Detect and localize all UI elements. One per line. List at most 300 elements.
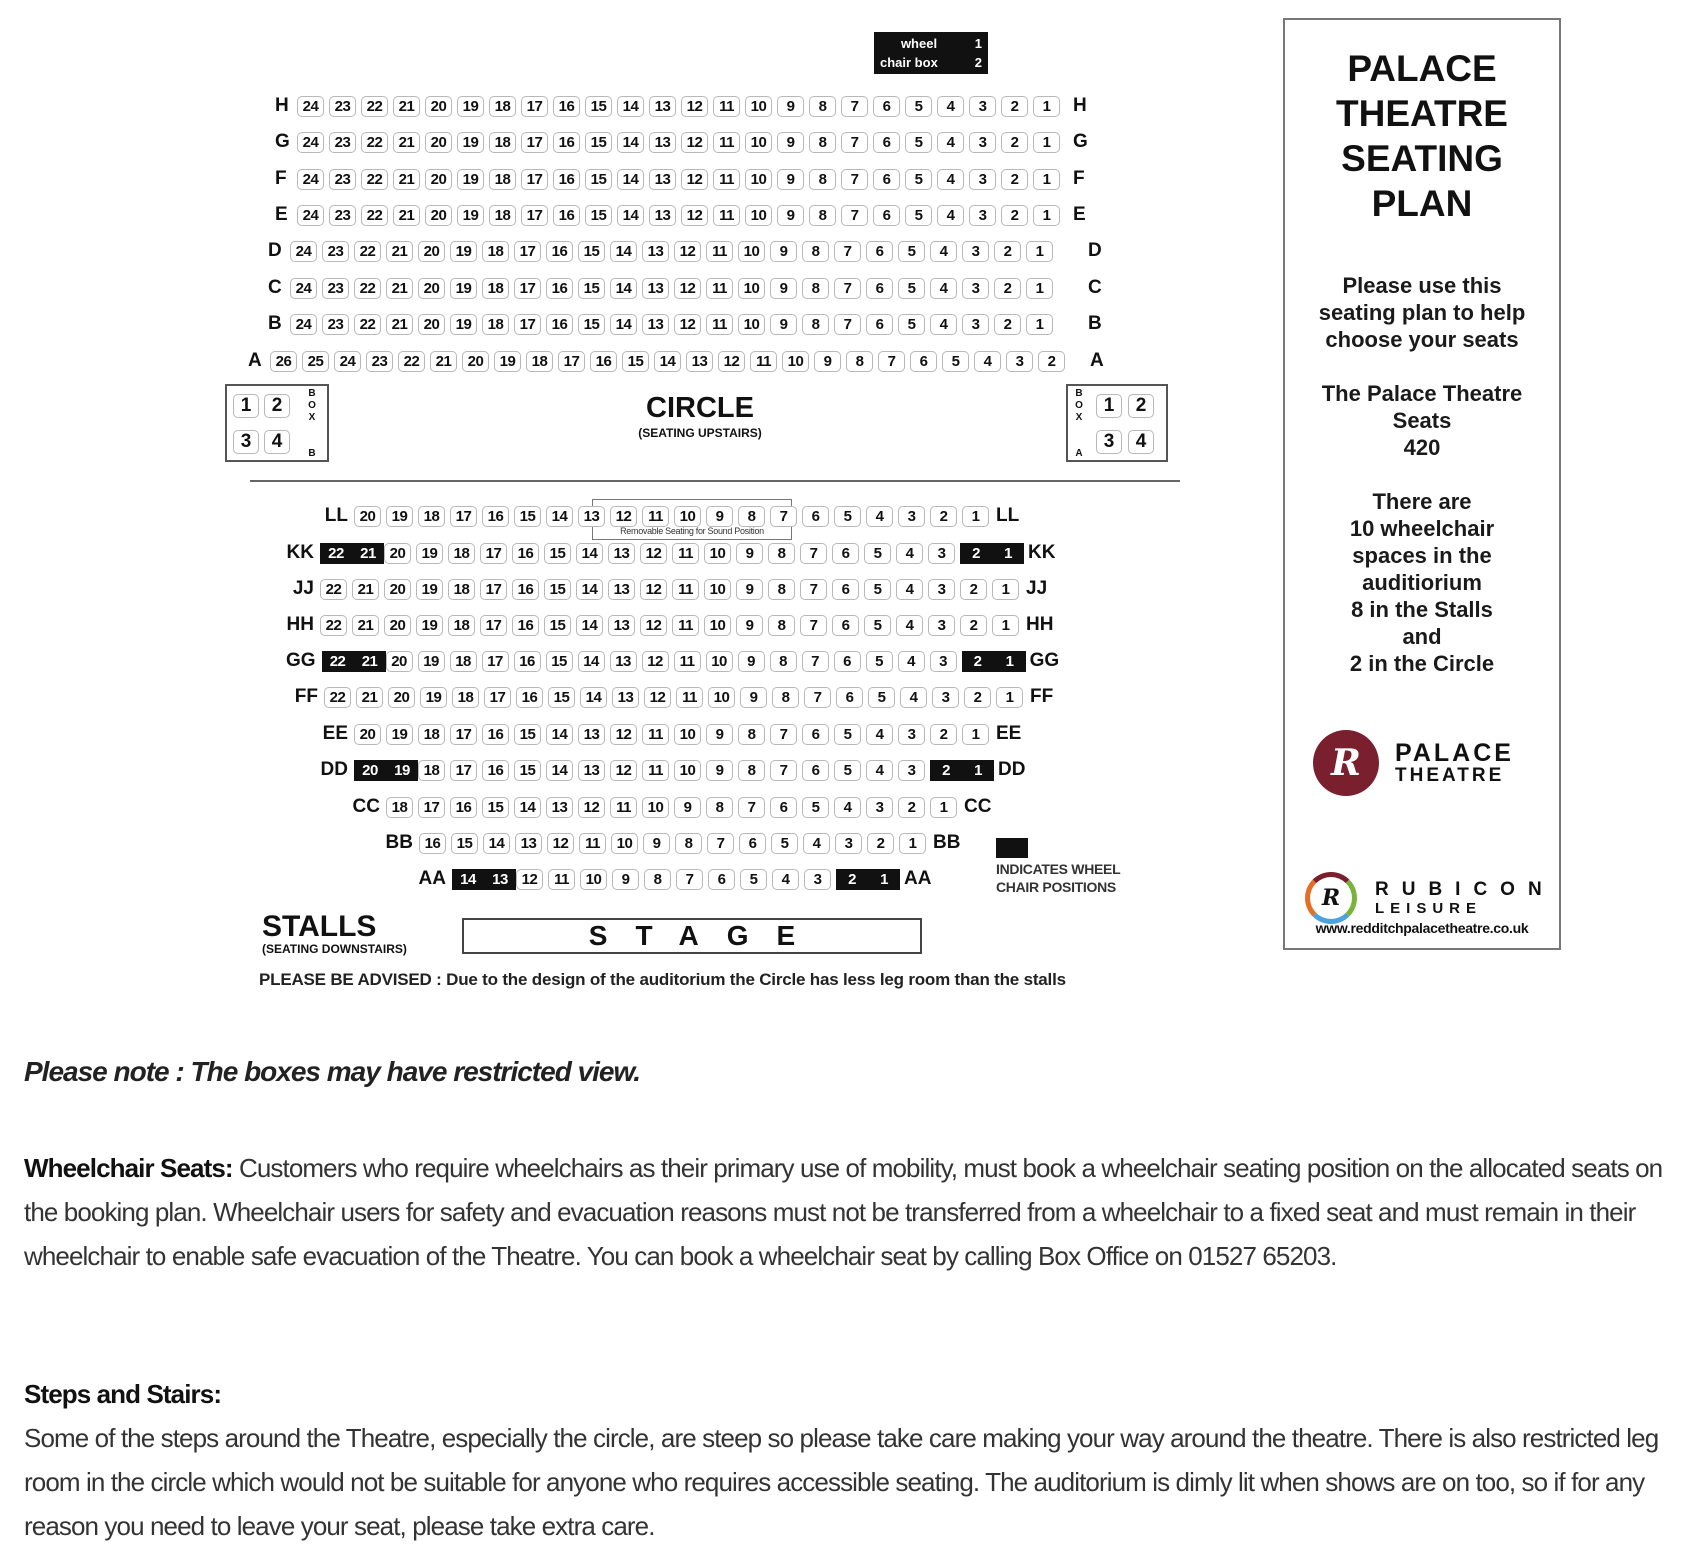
seat[interactable]: 9 <box>770 241 797 262</box>
seat[interactable]: 10 <box>745 132 772 153</box>
seat[interactable]: 9 <box>777 205 804 226</box>
seat[interactable]: 15 <box>514 760 541 781</box>
seat[interactable]: 5 <box>864 543 891 564</box>
seat[interactable]: 22 <box>354 314 381 335</box>
seat[interactable]: 3 <box>233 430 259 454</box>
seat[interactable]: 7 <box>834 241 861 262</box>
seat[interactable]: 10 <box>745 169 772 190</box>
seat[interactable]: 19 <box>416 543 443 564</box>
seat[interactable]: 23 <box>329 132 356 153</box>
seat[interactable]: 18 <box>489 169 516 190</box>
seat[interactable]: 18 <box>448 615 475 636</box>
seat[interactable]: 14 <box>617 205 644 226</box>
seat[interactable]: 15 <box>482 797 509 818</box>
seat[interactable]: 18 <box>418 760 445 781</box>
seat[interactable]: 6 <box>873 169 900 190</box>
seat[interactable]: 16 <box>482 506 509 527</box>
seat[interactable]: 13 <box>649 96 676 117</box>
wheelchair-seat[interactable]: 1 <box>868 869 900 890</box>
seat[interactable]: 17 <box>480 615 507 636</box>
seat[interactable]: 9 <box>706 506 733 527</box>
seat[interactable]: 26 <box>270 351 297 372</box>
seat[interactable]: 19 <box>418 651 445 672</box>
seat[interactable]: 11 <box>672 615 699 636</box>
seat[interactable]: 10 <box>704 615 731 636</box>
seat[interactable]: 6 <box>770 797 797 818</box>
seat[interactable]: 8 <box>772 687 799 708</box>
seat[interactable]: 12 <box>640 615 667 636</box>
seat[interactable]: 13 <box>546 797 573 818</box>
seat[interactable]: 12 <box>642 651 669 672</box>
seat[interactable]: 11 <box>642 506 669 527</box>
seat[interactable]: 8 <box>802 278 829 299</box>
seat[interactable]: 13 <box>686 351 713 372</box>
seat[interactable]: 10 <box>611 833 638 854</box>
seat[interactable]: 7 <box>800 543 827 564</box>
seat[interactable]: 4 <box>772 869 799 890</box>
seat[interactable]: 14 <box>483 833 510 854</box>
wheelchair-seat[interactable]: 2 <box>960 543 992 564</box>
seat[interactable]: 1 <box>992 615 1019 636</box>
wheelchair-seat[interactable]: 2 <box>930 760 962 781</box>
seat[interactable]: 16 <box>590 351 617 372</box>
seat[interactable]: 11 <box>642 724 669 745</box>
seat[interactable]: 8 <box>809 132 836 153</box>
seat[interactable]: 17 <box>558 351 585 372</box>
wheelchair-seat[interactable]: 13 <box>484 869 516 890</box>
seat[interactable]: 5 <box>834 506 861 527</box>
seat[interactable]: 7 <box>738 797 765 818</box>
seat[interactable]: 12 <box>681 96 708 117</box>
seat[interactable]: 10 <box>704 579 731 600</box>
seat[interactable]: 21 <box>386 314 413 335</box>
seat[interactable]: 2 <box>960 579 987 600</box>
seat[interactable]: 14 <box>654 351 681 372</box>
seat[interactable]: 18 <box>482 314 509 335</box>
seat[interactable]: 12 <box>578 797 605 818</box>
seat[interactable]: 8 <box>802 314 829 335</box>
seat[interactable]: 17 <box>521 169 548 190</box>
seat[interactable]: 10 <box>674 724 701 745</box>
seat[interactable]: 18 <box>526 351 553 372</box>
seat[interactable]: 2 <box>1001 205 1028 226</box>
seat[interactable]: 16 <box>482 724 509 745</box>
seat[interactable]: 10 <box>738 241 765 262</box>
wheelchair-seat[interactable]: 19 <box>386 760 418 781</box>
seat[interactable]: 13 <box>608 543 635 564</box>
wheelchair-seat[interactable]: 22 <box>320 543 352 564</box>
seat[interactable]: 14 <box>576 615 603 636</box>
seat[interactable]: 20 <box>418 314 445 335</box>
seat[interactable]: 3 <box>969 169 996 190</box>
seat[interactable]: 9 <box>706 724 733 745</box>
seat[interactable]: 23 <box>329 169 356 190</box>
seat[interactable]: 5 <box>905 169 932 190</box>
seat[interactable]: 23 <box>322 278 349 299</box>
seat[interactable]: 15 <box>514 506 541 527</box>
seat[interactable]: 3 <box>898 724 925 745</box>
seat[interactable]: 11 <box>676 687 703 708</box>
seat[interactable]: 2 <box>930 724 957 745</box>
seat[interactable]: 2 <box>264 394 290 418</box>
seat[interactable]: 24 <box>297 169 324 190</box>
seat[interactable]: 14 <box>578 651 605 672</box>
seat[interactable]: 14 <box>546 724 573 745</box>
seat[interactable]: 8 <box>738 506 765 527</box>
seat[interactable]: 12 <box>674 241 701 262</box>
seat[interactable]: 6 <box>832 543 859 564</box>
seat[interactable]: 19 <box>450 241 477 262</box>
seat[interactable]: 10 <box>580 869 607 890</box>
seat[interactable]: 11 <box>672 543 699 564</box>
seat[interactable]: 24 <box>334 351 361 372</box>
seat[interactable]: 18 <box>489 205 516 226</box>
seat[interactable]: 3 <box>1006 351 1033 372</box>
seat[interactable]: 15 <box>585 205 612 226</box>
seat[interactable]: 12 <box>640 543 667 564</box>
seat[interactable]: 19 <box>420 687 447 708</box>
seat[interactable]: 20 <box>354 506 381 527</box>
seat[interactable]: 18 <box>386 797 413 818</box>
seat[interactable]: 7 <box>841 132 868 153</box>
seat[interactable]: 14 <box>546 760 573 781</box>
seat[interactable]: 9 <box>736 579 763 600</box>
seat[interactable]: 1 <box>1026 241 1053 262</box>
seat[interactable]: 5 <box>898 314 925 335</box>
seat[interactable]: 10 <box>738 314 765 335</box>
seat[interactable]: 7 <box>841 96 868 117</box>
seat[interactable]: 24 <box>297 205 324 226</box>
seat[interactable]: 5 <box>905 132 932 153</box>
seat[interactable]: 3 <box>866 797 893 818</box>
seat[interactable]: 9 <box>777 96 804 117</box>
seat[interactable]: 8 <box>768 579 795 600</box>
seat[interactable]: 7 <box>834 314 861 335</box>
seat[interactable]: 21 <box>352 579 379 600</box>
seat[interactable]: 24 <box>290 278 317 299</box>
seat[interactable]: 25 <box>302 351 329 372</box>
seat[interactable]: 20 <box>354 724 381 745</box>
wheelchair-seat[interactable]: 2 <box>836 869 868 890</box>
seat[interactable]: 17 <box>514 241 541 262</box>
seat[interactable]: 23 <box>329 205 356 226</box>
seat[interactable]: 7 <box>804 687 831 708</box>
seat[interactable]: 3 <box>898 506 925 527</box>
wheelchair-seat[interactable]: 1 <box>994 651 1026 672</box>
seat[interactable]: 14 <box>546 506 573 527</box>
seat[interactable]: 19 <box>457 205 484 226</box>
seat[interactable]: 6 <box>708 869 735 890</box>
seat[interactable]: 9 <box>777 169 804 190</box>
seat[interactable]: 6 <box>802 506 829 527</box>
seat[interactable]: 3 <box>962 278 989 299</box>
seat[interactable]: 9 <box>706 760 733 781</box>
seat[interactable]: 11 <box>713 205 740 226</box>
seat[interactable]: 16 <box>419 833 446 854</box>
seat[interactable]: 12 <box>516 869 543 890</box>
seat[interactable]: 16 <box>546 314 573 335</box>
seat[interactable]: 1 <box>1033 169 1060 190</box>
seat[interactable]: 13 <box>578 724 605 745</box>
seat[interactable]: 11 <box>713 96 740 117</box>
seat[interactable]: 13 <box>649 169 676 190</box>
seat[interactable]: 5 <box>864 579 891 600</box>
seat[interactable]: 20 <box>418 241 445 262</box>
seat[interactable]: 9 <box>738 651 765 672</box>
seat[interactable]: 6 <box>873 205 900 226</box>
seat[interactable]: 17 <box>521 96 548 117</box>
seat[interactable]: 16 <box>546 241 573 262</box>
seat[interactable]: 1 <box>1033 132 1060 153</box>
seat[interactable]: 17 <box>521 205 548 226</box>
seat[interactable]: 13 <box>608 579 635 600</box>
seat[interactable]: 15 <box>546 651 573 672</box>
seat[interactable]: 11 <box>610 797 637 818</box>
seat[interactable]: 15 <box>514 724 541 745</box>
seat[interactable]: 2 <box>1038 351 1065 372</box>
seat[interactable]: 11 <box>674 651 701 672</box>
seat[interactable]: 9 <box>740 687 767 708</box>
seat[interactable]: 5 <box>866 651 893 672</box>
seat[interactable]: 24 <box>297 132 324 153</box>
seat[interactable]: 3 <box>1096 430 1122 454</box>
seat[interactable]: 21 <box>393 205 420 226</box>
seat[interactable]: 18 <box>489 96 516 117</box>
wheelchair-seat[interactable]: 1 <box>992 543 1024 564</box>
seat[interactable]: 12 <box>610 724 637 745</box>
seat[interactable]: 21 <box>430 351 457 372</box>
seat[interactable]: 5 <box>905 96 932 117</box>
seat[interactable]: 6 <box>802 760 829 781</box>
seat[interactable]: 6 <box>866 314 893 335</box>
seat[interactable]: 12 <box>610 760 637 781</box>
seat[interactable]: 10 <box>704 543 731 564</box>
seat[interactable]: 9 <box>736 615 763 636</box>
seat[interactable]: 12 <box>610 506 637 527</box>
seat[interactable]: 15 <box>622 351 649 372</box>
seat[interactable]: 2 <box>994 314 1021 335</box>
seat[interactable]: 15 <box>544 543 571 564</box>
seat[interactable]: 11 <box>642 760 669 781</box>
seat[interactable]: 2 <box>1128 394 1154 418</box>
seat[interactable]: 7 <box>841 169 868 190</box>
seat[interactable]: 1 <box>992 579 1019 600</box>
seat[interactable]: 18 <box>418 724 445 745</box>
website-url[interactable]: www.redditchpalacetheatre.co.uk <box>1315 920 1529 936</box>
seat[interactable]: 6 <box>873 96 900 117</box>
seat[interactable]: 16 <box>516 687 543 708</box>
seat[interactable]: 16 <box>553 169 580 190</box>
seat[interactable]: 4 <box>937 205 964 226</box>
seat[interactable]: 17 <box>482 651 509 672</box>
seat[interactable]: 1 <box>930 797 957 818</box>
seat[interactable]: 4 <box>1128 430 1154 454</box>
seat[interactable]: 5 <box>864 615 891 636</box>
seat[interactable]: 8 <box>802 241 829 262</box>
seat[interactable]: 4 <box>930 241 957 262</box>
seat[interactable]: 7 <box>800 615 827 636</box>
seat[interactable]: 20 <box>384 615 411 636</box>
seat[interactable]: 21 <box>352 615 379 636</box>
seat[interactable]: 13 <box>610 651 637 672</box>
seat[interactable]: 12 <box>547 833 574 854</box>
seat[interactable]: 4 <box>900 687 927 708</box>
seat[interactable]: 12 <box>681 132 708 153</box>
seat[interactable]: 7 <box>770 724 797 745</box>
seat[interactable]: 19 <box>457 169 484 190</box>
seat[interactable]: 5 <box>868 687 895 708</box>
seat[interactable]: 15 <box>578 241 605 262</box>
seat[interactable]: 10 <box>674 760 701 781</box>
seat[interactable]: 10 <box>738 278 765 299</box>
seat[interactable]: 5 <box>898 241 925 262</box>
seat[interactable]: 7 <box>800 579 827 600</box>
seat[interactable]: 22 <box>320 579 347 600</box>
seat[interactable]: 19 <box>386 506 413 527</box>
seat[interactable]: 11 <box>706 241 733 262</box>
seat[interactable]: 14 <box>610 314 637 335</box>
seat[interactable]: 22 <box>324 687 351 708</box>
seat[interactable]: 13 <box>649 205 676 226</box>
seat[interactable]: 2 <box>1001 96 1028 117</box>
wheelchair-seat[interactable]: 2 <box>962 651 994 672</box>
seat[interactable]: 6 <box>866 278 893 299</box>
seat[interactable]: 2 <box>960 615 987 636</box>
seat[interactable]: 5 <box>834 760 861 781</box>
seat[interactable]: 19 <box>457 96 484 117</box>
seat[interactable]: 18 <box>448 579 475 600</box>
wheelchair-seat[interactable]: 14 <box>452 869 484 890</box>
seat[interactable]: 17 <box>480 579 507 600</box>
seat[interactable]: 6 <box>834 651 861 672</box>
seat[interactable]: 12 <box>718 351 745 372</box>
seat[interactable]: 7 <box>802 651 829 672</box>
seat[interactable]: 19 <box>386 724 413 745</box>
seat[interactable]: 16 <box>553 96 580 117</box>
seat[interactable]: 13 <box>642 278 669 299</box>
seat[interactable]: 11 <box>713 169 740 190</box>
seat[interactable]: 5 <box>942 351 969 372</box>
seat[interactable]: 4 <box>974 351 1001 372</box>
seat[interactable]: 8 <box>809 96 836 117</box>
seat[interactable]: 7 <box>707 833 734 854</box>
seat[interactable]: 15 <box>544 615 571 636</box>
wheelchair-seat[interactable]: 1 <box>962 760 994 781</box>
seat[interactable]: 4 <box>937 132 964 153</box>
seat[interactable]: 12 <box>674 314 701 335</box>
seat[interactable]: 18 <box>450 651 477 672</box>
seat[interactable]: 12 <box>681 205 708 226</box>
seat[interactable]: 22 <box>361 169 388 190</box>
seat[interactable]: 20 <box>384 543 411 564</box>
seat[interactable]: 16 <box>512 543 539 564</box>
seat[interactable]: 9 <box>612 869 639 890</box>
seat[interactable]: 2 <box>930 506 957 527</box>
seat[interactable]: 20 <box>425 169 452 190</box>
seat[interactable]: 16 <box>514 651 541 672</box>
seat[interactable]: 16 <box>553 132 580 153</box>
seat[interactable]: 11 <box>579 833 606 854</box>
seat[interactable]: 17 <box>484 687 511 708</box>
seat[interactable]: 16 <box>482 760 509 781</box>
wheelchair-seat[interactable]: 21 <box>352 543 384 564</box>
seat[interactable]: 1 <box>1033 205 1060 226</box>
seat[interactable]: 1 <box>1026 314 1053 335</box>
seat[interactable]: 12 <box>674 278 701 299</box>
seat[interactable]: 19 <box>416 579 443 600</box>
seat[interactable]: 15 <box>578 314 605 335</box>
seat[interactable]: 21 <box>393 132 420 153</box>
seat[interactable]: 10 <box>745 96 772 117</box>
seat[interactable]: 8 <box>809 205 836 226</box>
seat[interactable]: 23 <box>366 351 393 372</box>
wheelchair-seat[interactable]: 21 <box>354 651 386 672</box>
seat[interactable]: 15 <box>578 278 605 299</box>
seat[interactable]: 1 <box>1026 278 1053 299</box>
seat[interactable]: 11 <box>706 314 733 335</box>
seat[interactable]: 3 <box>962 314 989 335</box>
seat[interactable]: 9 <box>674 797 701 818</box>
seat[interactable]: 5 <box>740 869 767 890</box>
seat[interactable]: 4 <box>866 724 893 745</box>
seat[interactable]: 18 <box>448 543 475 564</box>
seat[interactable]: 14 <box>576 579 603 600</box>
seat[interactable]: 6 <box>739 833 766 854</box>
seat[interactable]: 8 <box>706 797 733 818</box>
seat[interactable]: 7 <box>841 205 868 226</box>
seat[interactable]: 3 <box>928 615 955 636</box>
seat[interactable]: 1 <box>962 724 989 745</box>
seat[interactable]: 5 <box>905 205 932 226</box>
seat[interactable]: 14 <box>580 687 607 708</box>
seat[interactable]: 11 <box>713 132 740 153</box>
seat[interactable]: 1 <box>233 394 259 418</box>
seat[interactable]: 4 <box>896 615 923 636</box>
seat[interactable]: 4 <box>898 651 925 672</box>
seat[interactable]: 8 <box>770 651 797 672</box>
seat[interactable]: 16 <box>553 205 580 226</box>
seat[interactable]: 24 <box>290 314 317 335</box>
seat[interactable]: 4 <box>896 543 923 564</box>
seat[interactable]: 1 <box>1096 394 1122 418</box>
seat[interactable]: 9 <box>777 132 804 153</box>
seat[interactable]: 4 <box>896 579 923 600</box>
seat[interactable]: 11 <box>548 869 575 890</box>
seat[interactable]: 20 <box>425 96 452 117</box>
seat[interactable]: 6 <box>873 132 900 153</box>
seat[interactable]: 20 <box>425 205 452 226</box>
seat[interactable]: 2 <box>867 833 894 854</box>
seat[interactable]: 1 <box>899 833 926 854</box>
seat[interactable]: 21 <box>356 687 383 708</box>
seat[interactable]: 4 <box>937 169 964 190</box>
seat[interactable]: 22 <box>320 615 347 636</box>
seat[interactable]: 4 <box>937 96 964 117</box>
seat[interactable]: 14 <box>610 241 637 262</box>
seat[interactable]: 7 <box>770 760 797 781</box>
seat[interactable]: 13 <box>578 760 605 781</box>
seat[interactable]: 3 <box>898 760 925 781</box>
seat[interactable]: 3 <box>930 651 957 672</box>
seat[interactable]: 3 <box>804 869 831 890</box>
seat[interactable]: 14 <box>514 797 541 818</box>
seat[interactable]: 1 <box>996 687 1023 708</box>
seat[interactable]: 10 <box>708 687 735 708</box>
seat[interactable]: 14 <box>617 169 644 190</box>
seat[interactable]: 11 <box>672 579 699 600</box>
seat[interactable]: 6 <box>832 579 859 600</box>
seat[interactable]: 9 <box>814 351 841 372</box>
